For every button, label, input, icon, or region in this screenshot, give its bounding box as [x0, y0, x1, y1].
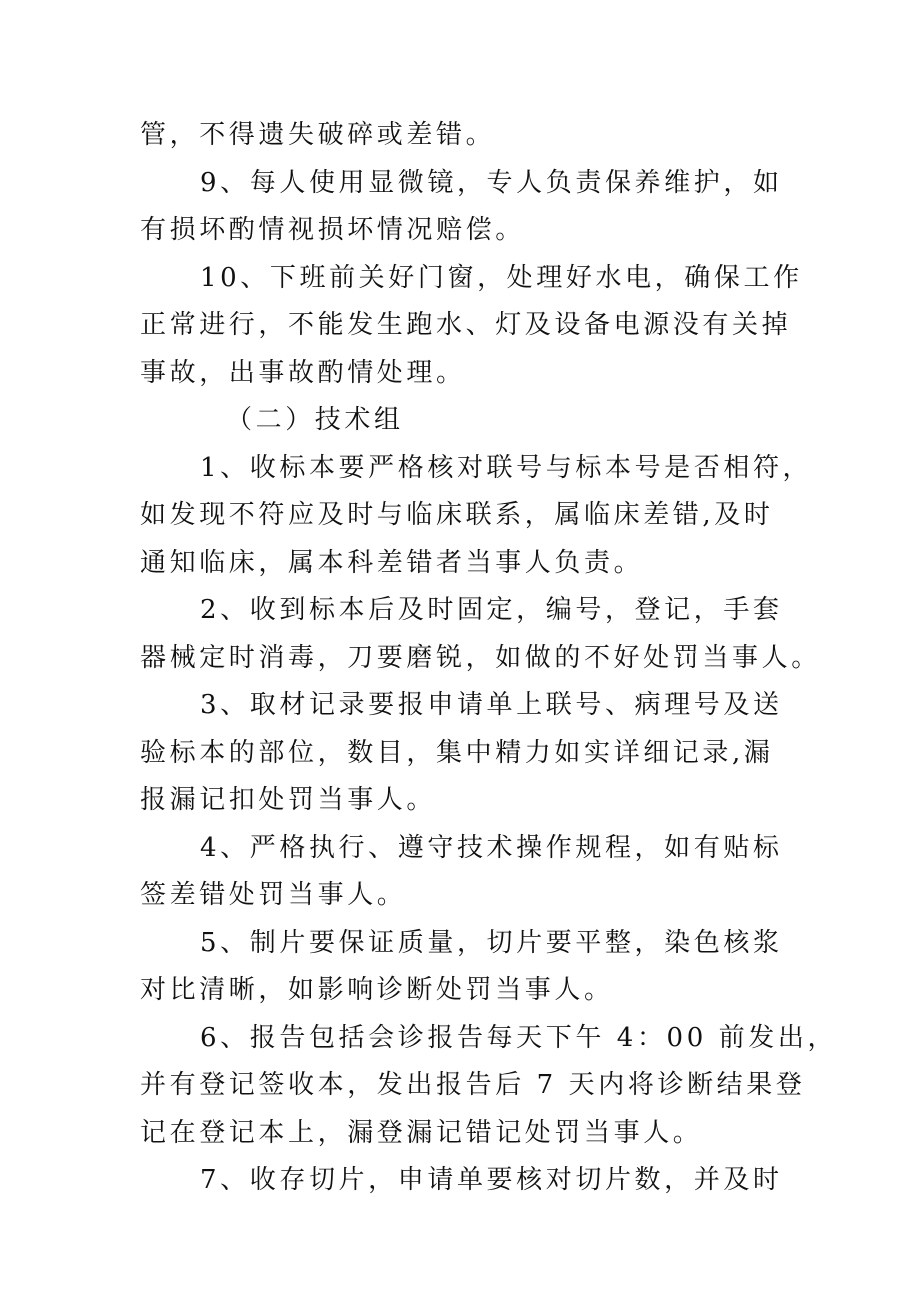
text-line-item-9: 9、每人使用显微镜，专人负责保养维护，如 [200, 167, 783, 198]
text-line-item-2: 2、收到标本后及时固定，编号，登记，手套 [200, 595, 783, 625]
text-line-item-7: 7、收存切片，申请单要核对切片数，并及时 [200, 1165, 783, 1195]
text-line-item-5: 5、制片要保证质量，切片要平整，染色核浆 [200, 927, 783, 958]
document-body [140, 112, 838, 1205]
text-line-item-3: 3、取材记录要报申请单上联号、病理号及送 [200, 690, 783, 720]
text-line: 正常进行，不能发生跑水、灯及设备电源没有关掉 [140, 310, 792, 340]
text-line-item-4: 4、严格执行、遵守技术操作规程，如有贴标 [200, 832, 783, 863]
text-line: 管，不得遗失破碎或差错。 [140, 120, 496, 150]
text-line: 对比清晰，如影响诊断处罚当事人。 [140, 975, 614, 1005]
text-line: 器械定时消毒，刀要磨锐，如做的不好处罚当事人。 [140, 642, 821, 673]
text-line: 有损坏酌情视损坏情况赔偿。 [140, 215, 525, 245]
text-line: 记在登记本上，漏登漏记错记处罚当事人。 [140, 1117, 703, 1148]
text-line: 通知临床，属本科差错者当事人负责。 [140, 547, 644, 578]
text-line: 报漏记扣处罚当事人。 [140, 785, 437, 815]
text-line: 事故，出事故酌情处理。 [140, 357, 466, 388]
text-line: 如发现不符应及时与临床联系，属临床差错,及时 [140, 500, 774, 530]
text-line: 验标本的部位，数目，集中精力如实详细记录,漏 [140, 737, 774, 768]
text-line: 签差错处罚当事人。 [140, 880, 407, 910]
text-line-item-6: 6、报告包括会诊报告每天下午 4：00 前发出， [200, 1022, 838, 1053]
text-line: 并有登记签收本，发出报告后 7 天内将诊断结果登 [140, 1070, 806, 1100]
section-heading: （二）技术组 [226, 405, 404, 435]
text-line-item-10: 10、下班前关好门窗，处理好水电，确保工作 [200, 262, 803, 293]
text-line-item-1: 1、收标本要严格核对联号与标本号是否相符， [200, 452, 813, 483]
